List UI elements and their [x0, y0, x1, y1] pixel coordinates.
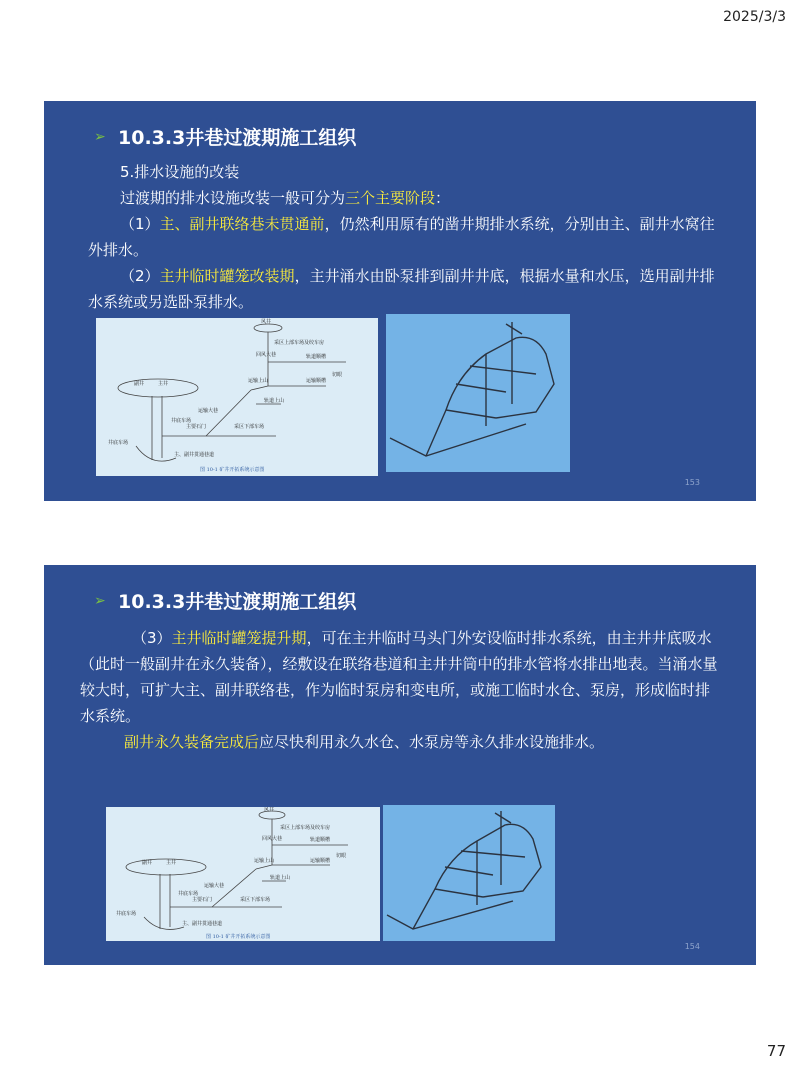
highlight-text: 主井临时罐笼提升期	[171, 629, 307, 647]
diagram-label: 运输顺槽	[306, 378, 327, 384]
mine-model-photo	[383, 805, 555, 941]
text: 5.排水设施的改装	[120, 163, 240, 181]
diagram-label: 轨道上山	[270, 875, 291, 881]
diagram-label: 主、副井贯通巷道	[174, 452, 215, 458]
highlight-text: 副井永久装备完成后	[124, 733, 260, 751]
slide-154	[44, 565, 756, 965]
slide-number: 154	[684, 942, 700, 951]
mine-system-diagram	[96, 318, 378, 476]
slide-title	[94, 587, 356, 614]
highlight-text: 主、副井联络巷未贯通前	[159, 215, 325, 233]
mine-system-diagram	[106, 807, 380, 941]
diagram-label: 风井	[264, 807, 275, 813]
diagram-label: 运输上山	[248, 378, 269, 384]
diagram-label: 井底车场	[178, 891, 199, 897]
page-date: 2025/3/3	[723, 9, 786, 25]
diagram-label: 采区下部车场	[240, 897, 271, 903]
diagram-label: 轨道顺槽	[306, 354, 327, 360]
diagram-label: 采区上部车场及绞车房	[280, 825, 331, 831]
paragraph	[80, 625, 720, 729]
text: 应尽快利用永久水仓、水泵房等永久排水设施排水。	[259, 733, 605, 751]
text: （3）	[132, 629, 172, 647]
diagram-label: 风井	[261, 319, 272, 325]
diagram-label: 回风大巷	[256, 352, 277, 358]
figure-caption: 图 10-1 矿井开拓系统示意图	[200, 467, 265, 473]
diagram-label: 主要石门	[192, 897, 213, 903]
text: ：	[435, 189, 451, 207]
diagram-label: 主、副井贯通巷道	[182, 921, 223, 927]
diagram-label: 运输顺槽	[310, 858, 331, 864]
diagram-label: 主井	[158, 381, 169, 387]
diagram-label: 井底车场	[108, 440, 129, 446]
diagram-label: 副井	[134, 381, 145, 387]
diagram-label: 采区上部车场及绞车房	[274, 340, 325, 346]
page-number: 77	[766, 1042, 786, 1060]
text: （2）	[120, 267, 160, 285]
slide-title-text: 10.3.3井巷过渡期施工组织	[118, 591, 357, 613]
diagram-label: 轨道上山	[264, 398, 285, 404]
slide-title-text: 10.3.3井巷过渡期施工组织	[118, 127, 357, 149]
mine-model-photo	[386, 314, 570, 472]
text: 过渡期的排水设施改装一般可分为	[120, 189, 346, 207]
arrow-bullet-icon: ➢	[94, 592, 106, 609]
diagram-label: 切眼	[332, 372, 343, 378]
highlight-text: 三个主要阶段	[345, 189, 436, 207]
diagram-label: 副井	[142, 860, 153, 866]
diagram-label: 运输大巷	[204, 883, 225, 889]
diagram-label: 采区下部车场	[234, 424, 265, 430]
text: ，主井涌水由卧泵排到副井井底，根据水量和水压，选用副井排水系统或另选卧泵排水。	[88, 267, 715, 311]
figure-caption: 图 10-1 矿井开拓系统示意图	[206, 934, 271, 940]
text: ，仍然利用原有的凿井期排水系统，分别由主、副井水窝往外排水。	[88, 215, 715, 259]
text: （1）	[120, 215, 160, 233]
arrow-bullet-icon: ➢	[94, 128, 106, 145]
diagram-label: 主要石门	[186, 424, 207, 430]
paragraph	[88, 159, 720, 185]
paragraph	[88, 185, 720, 211]
paragraph	[88, 211, 720, 263]
diagram-label: 运输上山	[254, 858, 275, 864]
diagram-label: 井底车场	[171, 418, 192, 424]
slide-153	[44, 101, 756, 501]
diagram-label: 运输大巷	[198, 408, 219, 414]
diagram-label: 主井	[166, 860, 177, 866]
paragraph	[88, 263, 720, 315]
text: ，可在主井临时马头门外安设临时排水系统，由主井井底吸水（此时一般副井在永久装备），经敷设在联络巷道和主井井筒中的排水管将水排出地表。当涌水量较大时，可扩大主、副井联络巷，作为临时泵房和变电所，或施工临时水仓、泵房，形成临时排水系统。	[80, 629, 718, 725]
slide-title	[94, 123, 356, 150]
diagram-label: 轨道顺槽	[310, 837, 331, 843]
diagram-label: 回风大巷	[262, 836, 283, 842]
slide-body	[88, 159, 720, 315]
highlight-text: 主井临时罐笼改装期	[159, 267, 295, 285]
diagram-label: 切眼	[336, 853, 347, 859]
diagram-label: 井底车场	[116, 911, 137, 917]
slide-number: 153	[684, 478, 700, 487]
slide-body	[80, 625, 720, 755]
paragraph	[80, 729, 720, 755]
